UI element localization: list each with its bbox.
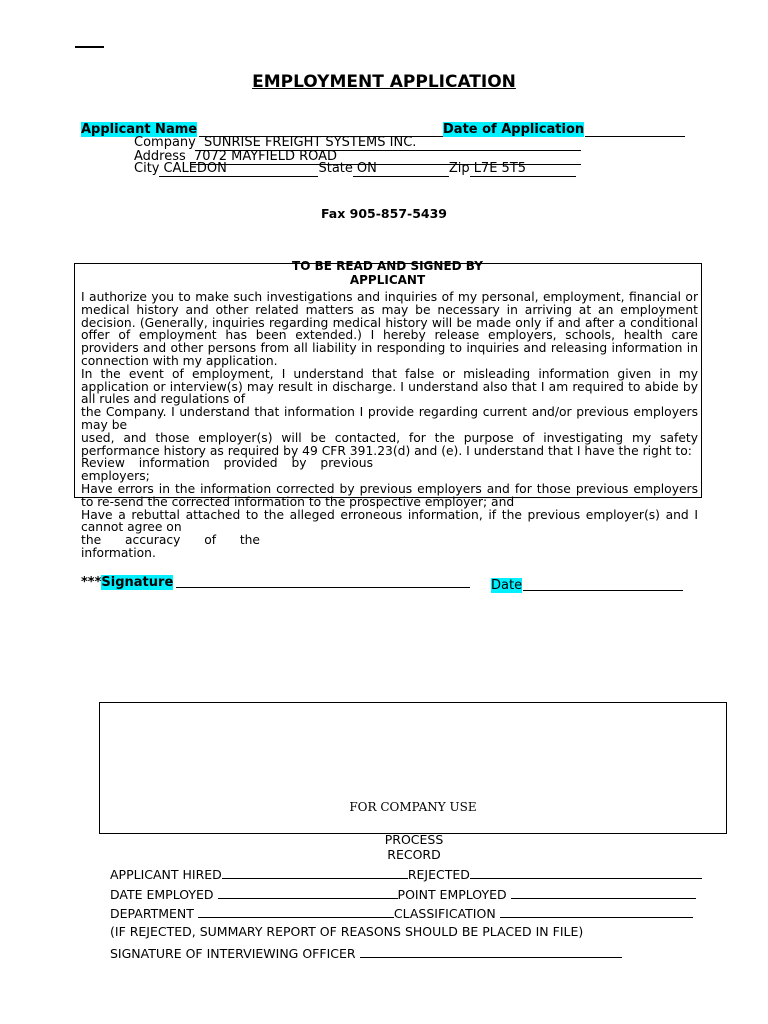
auth-paragraph: I authorize you to make such investigations and inquiries of my personal, employment, financial or medical history and other related matters as may be necessary in arriving at an employment decision. (Generally, inquiries regarding medical history will be made only if and after a conditional offer of employment has been extended.) I hereby release employers, schools, health care providers and other persons from all liability in responding to inquiries and releasing information in connection with my application.	[81, 290, 698, 368]
auth-paragraph: the accuracy of the information.	[81, 533, 260, 560]
city-value[interactable]: CALEDON	[159, 161, 318, 177]
rejected-note: (IF REJECTED, SUMMARY REPORT OF REASONS SHOULD BE PLACED IN FILE)	[110, 924, 584, 939]
department-field[interactable]	[198, 905, 394, 918]
auth-paragraph: the Company. I understand that information I provide regarding current and/or previous employers may be	[81, 405, 698, 432]
interviewing-officer-label: SIGNATURE OF INTERVIEWING OFFICER	[110, 946, 356, 961]
auth-paragraph: used, and those employer(s) will be contacted, for the purpose of investigating my safety performance history as required by 49 CFR 391.23(d) and (e). I understand that I have the right to:	[81, 430, 698, 458]
point-employed-label: POINT EMPLOYED	[397, 887, 507, 902]
auth-paragraph: Have errors in the information corrected by previous employers and for those previous employers to re-send the corrected information to the prospective employer; and	[81, 481, 698, 509]
signature-date-label: Date	[491, 578, 523, 593]
date-of-application-label: Date of Application	[443, 122, 585, 137]
address-label: Address	[134, 149, 186, 164]
process-record-heading: PROCESS RECORD	[384, 832, 444, 862]
department-label: DEPARTMENT	[110, 906, 194, 921]
department-row	[110, 905, 693, 921]
company-label: Company	[134, 135, 196, 150]
state-label: State	[318, 161, 353, 176]
auth-paragraph: In the event of employment, I understand that false or misleading information given in my application or interview(s) may result in discharge. I understand also that I am required to abide by all rules and regulations of	[81, 366, 698, 407]
date-employed-label: DATE EMPLOYED	[110, 887, 214, 902]
date-employed-row	[110, 886, 696, 902]
company-use-box	[99, 702, 727, 834]
fax-number: Fax 905-857-5439	[320, 206, 447, 221]
classification-field[interactable]	[500, 905, 693, 918]
date-employed-field[interactable]	[218, 886, 398, 899]
authorization-text	[81, 291, 698, 560]
company-value[interactable]: SUNRISE FREIGHT SYSTEMS INC.	[200, 135, 581, 151]
auth-paragraph: Have a rebuttal attached to the alleged erroneous information, if the previous employer(s) and I cannot agree on	[81, 507, 698, 535]
top-rule	[75, 46, 104, 48]
applicant-hired-label: APPLICANT HIRED	[110, 867, 222, 882]
signature-field[interactable]	[176, 587, 470, 588]
signature-date-field[interactable]	[523, 590, 683, 591]
rejected-label: REJECTED	[407, 867, 470, 882]
auth-paragraph: Review information provided by previous employers;	[81, 456, 373, 484]
authorization-heading: TO BE READ AND SIGNED BY APPLICANT	[292, 259, 483, 287]
zip-label: Zip	[448, 161, 470, 176]
page-title: EMPLOYMENT APPLICATION	[252, 72, 516, 92]
classification-label: CLASSIFICATION	[393, 906, 496, 921]
applicant-hired-field[interactable]	[222, 866, 408, 879]
company-use-label: FOR COMPANY USE	[349, 800, 477, 814]
state-value[interactable]: ON	[353, 161, 449, 177]
address-value[interactable]: 7072 MAYFIELD ROAD	[190, 149, 581, 165]
officer-row	[110, 945, 622, 961]
point-employed-field[interactable]	[511, 886, 696, 899]
rejected-field[interactable]	[470, 866, 702, 879]
zip-value[interactable]: L7E 5T5	[470, 161, 576, 177]
interviewing-officer-field[interactable]	[360, 945, 622, 958]
city-state-zip-row	[134, 161, 576, 177]
applicant-name-label: Applicant Name	[81, 122, 198, 137]
city-label: City	[134, 161, 160, 176]
date-of-application-field[interactable]	[585, 136, 685, 137]
signature-label: ***Signature	[81, 575, 174, 590]
hired-row	[110, 866, 702, 882]
